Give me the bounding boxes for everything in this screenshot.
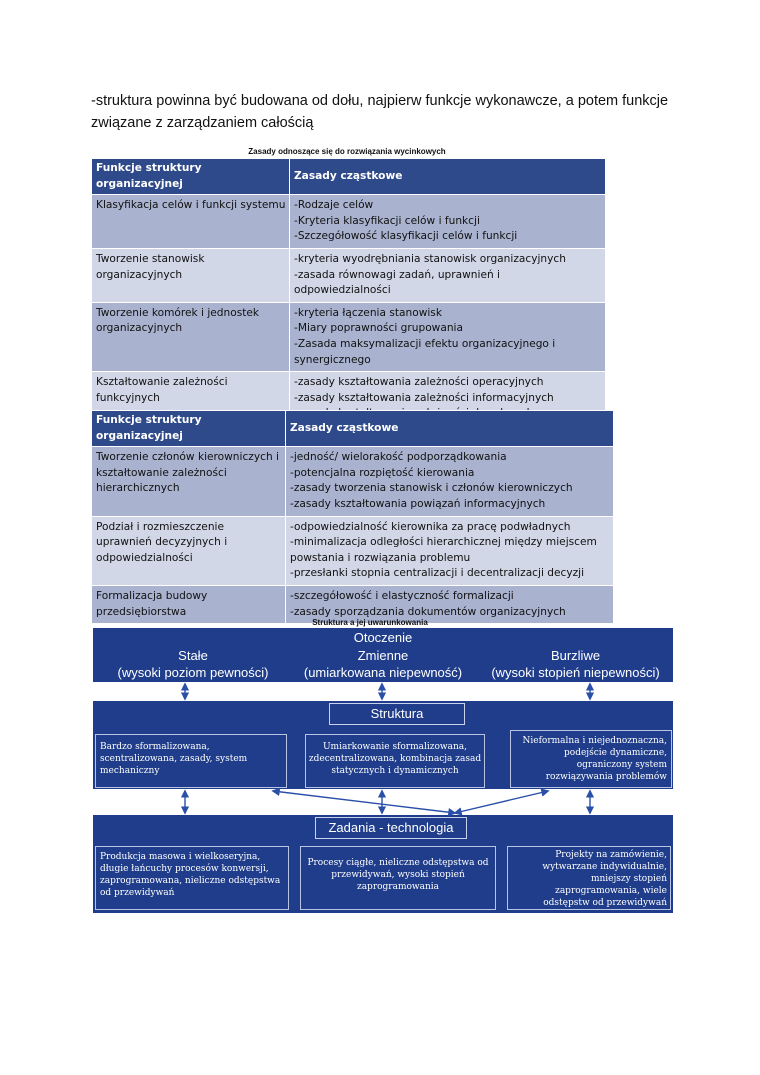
principles-table-1 <box>91 158 606 426</box>
rules-cell: -odpowiedzialność kierownika za pracę podwładnych -minimalizacja odległości hierarchicznej między miejscem powstania i rozwiązania problemu -przesłanki stopnia centralizacji i decentralizacji decyzji <box>286 516 614 585</box>
table-row <box>92 516 614 585</box>
column-header-rules: Zasady cząstkowe <box>286 411 614 447</box>
structure-box-variable: Umiarkowanie sformalizowana, zdecentralizowana, kombinacja zasad statycznych i dynamicznych <box>305 734 485 788</box>
arrow-structure-tasks-diagonal-right <box>455 791 548 813</box>
function-cell: Formalizacja budowy przedsiębiorstwa <box>92 585 286 623</box>
function-cell: Tworzenie członów kierowniczych i kształtowanie zależności hierarchicznych <box>92 447 286 516</box>
structure-title: Struktura <box>329 703 465 725</box>
intro-line-2: związane z zarządzaniem całością <box>91 115 314 131</box>
rules-cell: -jedność/ wielorakość podporządkowania -potencjalna rozpiętość kierowania -zasady tworzenia stanowisk i członów kierowniczych -zasady kształtowania powiązań informacyjnych <box>286 447 614 516</box>
tasks-title: Zadania - technologia <box>315 817 467 839</box>
function-cell: Klasyfikacja celów i funkcji systemu <box>92 195 290 249</box>
environment-turbulent-desc: (wysoki stopień niepewności) <box>491 665 660 680</box>
environment-variable-name: Zmienne <box>357 648 409 663</box>
environment-stable-desc: (wysoki poziom pewności) <box>117 665 269 680</box>
structure-box-turbulent: Nieformalna i niejednoznaczna, podejście dynamiczne, ograniczony system rozwiązywania problemów <box>510 730 672 788</box>
function-cell: Tworzenie stanowisk organizacyjnych <box>92 248 290 302</box>
column-header-functions: Funkcje struktury organizacyjnej <box>92 411 286 447</box>
function-cell: Tworzenie komórek i jednostek organizacyjnych <box>92 302 290 371</box>
environment-turbulent-name: Burzliwe <box>550 648 601 663</box>
table-header-row <box>92 159 606 195</box>
arrow-structure-tasks-diagonal-left <box>273 791 455 813</box>
structure-conditions-diagram <box>93 628 673 913</box>
environment-title: Otoczenie <box>353 630 413 645</box>
tasks-box-custom-projects: Projekty na zamówienie, wytwarzane indywidualnie, mniejszy stopień zaprogramowania, wiele odstępstw od przewidywań <box>507 846 671 910</box>
rules-cell: -kryteria wyodrębniania stanowisk organizacyjnych -zasada równowagi zadań, uprawnień i odpowiedzialności <box>290 248 606 302</box>
table-row <box>92 195 606 249</box>
function-cell: Podział i rozmieszczenie uprawnień decyzyjnych i odpowiedzialności <box>92 516 286 585</box>
diagram-caption: Struktura a jej uwarunkowania <box>312 618 428 627</box>
table-row <box>92 248 606 302</box>
table-row <box>92 447 614 516</box>
table-row <box>92 302 606 371</box>
column-header-rules: Zasady cząstkowe <box>290 159 606 195</box>
intro-paragraph <box>91 90 691 134</box>
table-header-row <box>92 411 614 447</box>
diagram-arrows <box>93 628 673 913</box>
environment-stable-name: Stałe <box>178 648 208 663</box>
rules-cell: -szczegółowość i elastyczność formalizacji -zasady sporządzania dokumentów organizacyjnych <box>286 585 614 623</box>
rules-cell: -zasady kształtowania zależności operacyjnych -zasady kształtowania zależności informacyjnych <box>290 372 606 426</box>
function-cell: Kształtowanie zależności funkcyjnych <box>92 372 290 426</box>
tasks-box-mass-production: Produkcja masowa i wielkoseryjna, długie łańcuchy procesów konwersji, zaprogramowana, nieliczne odstępstwa od przewidywań <box>95 846 289 910</box>
column-header-functions: Funkcje struktury organizacyjnej <box>92 159 290 195</box>
rules-cell: -kryteria łączenia stanowisk -Miary poprawności grupowania -Zasada maksymalizacji efektu organizacyjnego i synergicznego <box>290 302 606 371</box>
structure-box-stable: Bardzo sformalizowana, scentralizowana, zasady, system mechaniczny <box>95 734 287 788</box>
principles-table-2 <box>91 410 614 624</box>
rules-cell: -Rodzaje celów -Kryteria klasyfikacji celów i funkcji -Szczegółowość klasyfikacji celów i funkcji <box>290 195 606 249</box>
environment-variable-desc: (umiarkowana niepewność) <box>303 665 463 680</box>
intro-line-1: -struktura powinna być budowana od dołu, najpierw funkcje wykonawcze, a potem funkcje <box>91 93 669 109</box>
table1-caption: Zasady odnoszące się do rozwiązania wycinkowych <box>248 147 446 156</box>
tasks-box-continuous-process: Procesy ciągłe, nieliczne odstępstwa od przewidywań, wysoki stopień zaprogramowania <box>300 846 496 910</box>
